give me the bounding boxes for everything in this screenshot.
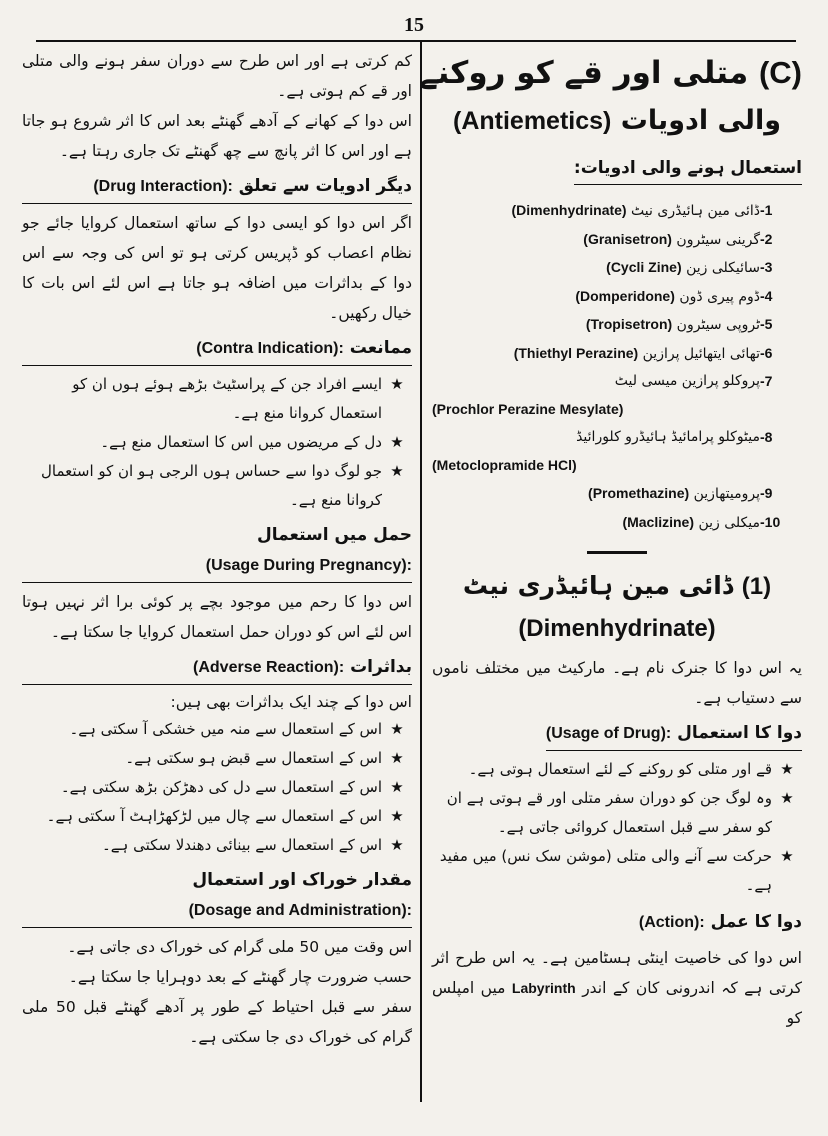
section-divider xyxy=(587,551,647,554)
list-item-continuation: (Prochlor Perazine Mesylate) xyxy=(432,400,624,417)
list-item: -10 میکلی زین (Maclizine) xyxy=(622,513,781,531)
top-rule xyxy=(36,40,796,42)
continued-text: کم کرتی ہے اور اس طرح سے دوران سفر ہونے والی متلی اور قے کم ہوتی ہے۔ xyxy=(22,52,412,100)
list-item: -6 تھائی ایتھائیل پرازین (Thiethyl Perazine) xyxy=(513,344,773,362)
adverse-intro: اس دوا کے چند ایک بداثرات بھی ہیں: xyxy=(170,693,412,711)
list-item: -4 ڈوم پیری ڈون (Domperidone) xyxy=(575,287,773,305)
pregnancy-heading-en: (Usage During Pregnancy): xyxy=(22,551,412,583)
chapter-title-urdu: متلی اور قے کو روکنے xyxy=(419,55,749,91)
right-column xyxy=(419,48,802,1033)
list-item-continuation: (Metoclopramide HCl) xyxy=(432,456,577,473)
chapter-subtitle-urdu: والی ادویات xyxy=(620,105,781,136)
contra-list xyxy=(22,370,412,515)
pregnancy-heading-urdu: حمل میں استعمال xyxy=(256,525,412,545)
list-item: ★ ایسے افراد جن کے پراسٹیٹ بڑھے ہوئے ہوں ان کو استعمال کروانا منع ہے۔ xyxy=(22,370,412,428)
list-item: ★ اس کے استعمال سے منہ میں خشکی آ سکتی ہے۔ xyxy=(22,715,412,744)
adverse-heading: بداثرات (Adverse Reaction): xyxy=(22,653,412,685)
list-item: -9 پرومیتھازین (Promethazine) xyxy=(588,485,773,502)
star-bullet-icon: ★ xyxy=(390,836,404,854)
section-title-urdu: ڈائی مین ہائیڈری نیٹ xyxy=(462,571,734,600)
list-item: -2 گرینی سیٹرون (Granisetron) xyxy=(583,230,773,248)
list-item: -8 میٹوکلو پرامائیڈ ہائیڈرو کلورائیڈ xyxy=(576,429,773,445)
chapter-letter: (C) xyxy=(758,55,802,90)
dosage-heading-urdu: مقدار خوراک اور استعمال xyxy=(192,870,412,890)
list-item: ★ وہ لوگ جن کو دوران سفر متلی اور قے ہوتی ہے ان کو سفر سے قبل استعمال کروائی جاتی ہے۔ xyxy=(432,784,802,842)
dosage-text-3: سفر سے قبل احتیاط کے طور پر آدھے گھنٹے قبل 50 ملی گرام کی خوراک دی جا سکتی ہے۔ xyxy=(22,998,412,1046)
star-bullet-icon: ★ xyxy=(390,720,404,738)
list-item: ★ قے اور متلی کو روکنے کے لئے استعمال ہوتی ہے۔ xyxy=(432,755,802,784)
page-number: 15 xyxy=(404,14,424,36)
star-bullet-icon: ★ xyxy=(780,760,794,778)
onset-text: اس دوا کے کھانے کے آدھے گھنٹے بعد اس کا اثر شروع ہو جاتا ہے اور اس کا اثر پانچ سے چھ گھنٹے تک جاری رہتا ہے۔ xyxy=(22,112,412,160)
usage-heading: دوا کا استعمال (Usage of Drug): xyxy=(546,719,802,751)
used-drugs-heading: استعمال ہونے والی ادویات: xyxy=(574,154,802,185)
list-item: -7 پروکلو پرازین میسی لیٹ xyxy=(614,373,773,389)
dosage-text-1: اس وقت میں 50 ملی گرام کی خوراک دی جاتی ہے۔ xyxy=(67,938,412,956)
list-item: ★ حرکت سے آنے والی متلی (موشن سک نس) میں مفید ہے۔ xyxy=(432,842,802,900)
chapter-subtitle xyxy=(432,98,802,144)
list-item: -1 ڈائی مین ہائیڈری نیٹ (Dimenhydrinate) xyxy=(511,202,773,219)
usage-list xyxy=(432,755,802,900)
star-bullet-icon: ★ xyxy=(390,433,404,451)
drug-list xyxy=(432,197,802,537)
list-item: -3 سائیکلی زین (Cycli Zine) xyxy=(606,259,773,276)
interaction-text: اگر اس دوا کو ایسی دوا کے ساتھ استعمال کروایا جائے جو نظام اعصاب کو ڈپریس کرتی ہو تو اس کی وجہ سے اس دوا کے بداثرات میں اضافہ ہو جاتا ہے اس لئے اس بات کا خیال رکھیں۔ xyxy=(22,214,412,322)
section-title xyxy=(432,564,802,609)
list-item: ★ دل کے مریضوں میں اس کا استعمال منع ہے۔ xyxy=(22,428,412,457)
star-bullet-icon: ★ xyxy=(780,847,794,865)
contra-heading: ممانعت (Contra Indication): xyxy=(22,334,412,366)
section-number: (1) xyxy=(741,573,772,600)
list-item: ★ اس کے استعمال سے بینائی دھندلا سکتی ہے۔ xyxy=(22,831,412,860)
star-bullet-icon: ★ xyxy=(390,462,404,480)
section-intro: یہ اس دوا کا جنرک نام ہے۔ مارکیٹ میں مختلف ناموں سے دستیاب ہے۔ xyxy=(432,659,802,707)
pregnancy-text: اس دوا کا رحم میں موجود بچے پر کوئی برا اثر نہیں ہوتا اس لئے اس کو دوران حمل استعمال کروایا جا سکتا ہے۔ xyxy=(22,593,412,641)
chapter-title xyxy=(419,48,802,98)
star-bullet-icon: ★ xyxy=(390,807,404,825)
column-divider xyxy=(420,42,422,1102)
chapter-subtitle-en: (Antiemetics) xyxy=(453,107,612,135)
list-item: ★ اس کے استعمال سے قبض ہو سکتی ہے۔ xyxy=(22,744,412,773)
star-bullet-icon: ★ xyxy=(390,749,404,767)
left-column xyxy=(22,46,412,1052)
list-item: ★ اس کے استعمال سے دل کی دھڑکن بڑھ سکتی ہے۔ xyxy=(22,773,412,802)
adverse-list xyxy=(22,715,412,860)
action-heading: دوا کا عمل (Action): xyxy=(638,912,802,932)
action-text: اس دوا کی خاصیت اینٹی ہسٹامین ہے۔ یہ اس طرح اثر کرتی ہے کہ اندرونی کان کے اندر Labyrinth میں امپلس کو xyxy=(432,949,802,1027)
list-item: ★ اس کے استعمال سے چال میں لڑکھڑاہٹ آ سکتی ہے۔ xyxy=(22,802,412,831)
star-bullet-icon: ★ xyxy=(390,778,404,796)
list-item: ★ جو لوگ دوا سے حساس ہوں الرجی ہو ان کو استعمال کروانا منع ہے۔ xyxy=(22,457,412,515)
dosage-heading-en: (Dosage and Administration): xyxy=(22,896,412,928)
star-bullet-icon: ★ xyxy=(780,789,794,807)
star-bullet-icon: ★ xyxy=(390,375,404,393)
interaction-heading: دیگر ادویات سے تعلق (Drug Interaction): xyxy=(22,172,412,204)
list-item: -5 ٹروپی سیٹرون (Tropisetron) xyxy=(585,316,773,333)
section-title-en: (Dimenhydrinate) xyxy=(518,615,716,642)
dosage-text-2: حسب ضرورت چار گھنٹے کے بعد دوہرایا جا سکتا ہے۔ xyxy=(68,968,412,986)
